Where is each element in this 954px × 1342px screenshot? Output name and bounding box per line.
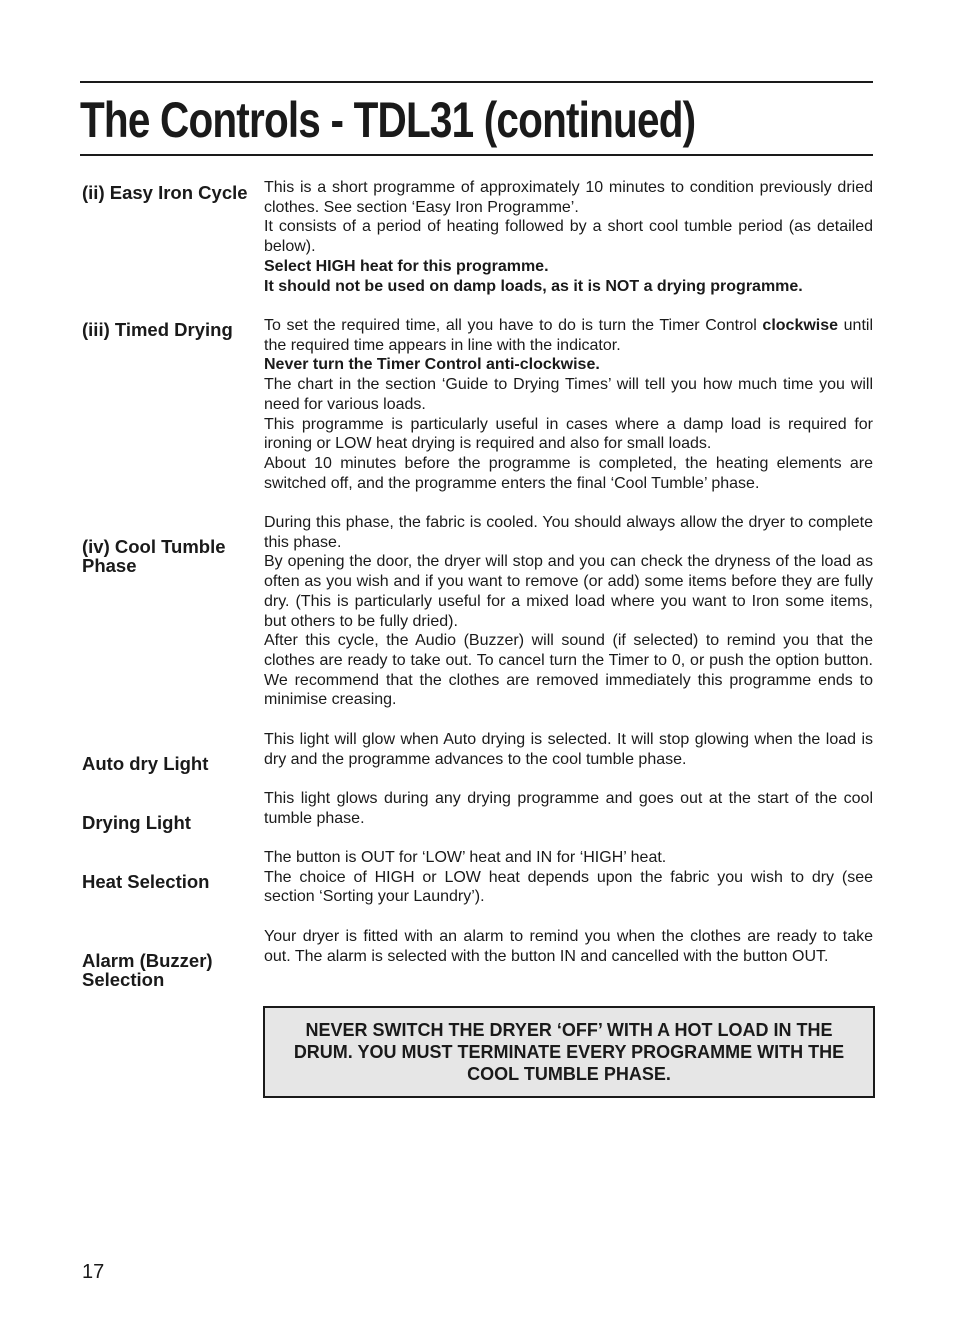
page-title: The Controls - TDL31 (continued) xyxy=(80,92,696,148)
section-body xyxy=(264,730,873,769)
warning-line: DRUM. YOU MUST TERMINATE EVERY PROGRAMME WITH THE xyxy=(293,1042,845,1062)
section-label: Alarm (Buzzer) Selection xyxy=(82,950,213,990)
paragraph-bold: Select HIGH heat for this programme. xyxy=(264,257,549,275)
warning-line: COOL TUMBLE PHASE. xyxy=(467,1064,671,1084)
paragraph: During this phase, the fabric is cooled. You should always allow the dryer to complete this phase. xyxy=(264,514,873,551)
paragraph: Your dryer is fitted with an alarm to remind you when the clothes are ready to take out. The alarm is selected with the button IN and cancelled with the button OUT. xyxy=(264,928,873,965)
text-run: until the required time appears in line with the indicator. xyxy=(264,317,873,354)
paragraph: The button is OUT for ‘LOW’ heat and IN for ‘HIGH’ heat. xyxy=(264,849,667,866)
paragraph: This light will glow when Auto drying is selected. It will stop glowing when the load is dry and the programme advances to the cool tumble phase. xyxy=(264,731,873,768)
warning-line: NEVER SWITCH THE DRYER ‘OFF’ WITH A HOT LOAD IN THE xyxy=(305,1020,833,1040)
paragraph: This light glows during any drying programme and goes out at the start of the cool tumble phase. xyxy=(264,790,873,827)
section-label: Heat Selection xyxy=(82,871,210,892)
paragraph: By opening the door, the dryer will stop and you can check the dryness of the load as often as you wish and if you want to remove (or add) some items before they are fully dry. (This is particularly useful for a mixed load where you want to Iron some items, but others to be fully dried). xyxy=(264,553,873,630)
text-run-bold: clockwise xyxy=(762,317,839,334)
paragraph: The choice of HIGH or LOW heat depends upon the fabric you wish to dry (see section ‘Sorting your Laundry’). xyxy=(264,868,873,906)
paragraph-bold: It should not be used on damp loads, as it is NOT a drying programme. xyxy=(264,277,803,295)
section-label: (iii) Timed Drying xyxy=(82,319,233,340)
paragraph: This programme is particularly useful in cases where a damp load is required for ironing or LOW heat drying is required and also for small loads. xyxy=(264,415,873,453)
paragraph xyxy=(264,316,873,355)
section-label: Auto dry Light xyxy=(82,753,209,774)
section-body xyxy=(264,789,873,828)
section-body xyxy=(264,316,873,493)
section-body xyxy=(264,927,873,966)
paragraph: The chart in the section ‘Guide to Drying Times’ will tell you how much time you will need for various loads. xyxy=(264,376,873,413)
paragraph-bold: Never turn the Timer Control anti-clockwise. xyxy=(264,356,600,374)
text-run: To set the required time, all you have to do is turn the Timer Control xyxy=(264,317,757,334)
header-bottom-rule xyxy=(80,154,873,156)
section-label: (iv) Cool Tumble Phase xyxy=(82,536,226,576)
section-body xyxy=(264,848,873,907)
section-body xyxy=(264,513,873,710)
section-body xyxy=(264,178,873,296)
paragraph: It consists of a period of heating followed by a short cool tumble period (as detailed below). xyxy=(264,218,873,256)
paragraph: About 10 minutes before the programme is completed, the heating elements are switched off, and the programme enters the final ‘Cool Tumble’ phase. xyxy=(264,454,873,492)
section-label: (ii) Easy Iron Cycle xyxy=(82,182,248,203)
paragraph: This is a short programme of approximately 10 minutes to condition previously dried clothes. See section ‘Easy Iron Programme’. xyxy=(264,179,873,216)
warning-box xyxy=(263,1006,875,1098)
page-number: 17 xyxy=(82,1261,105,1283)
section-label: Drying Light xyxy=(82,812,191,833)
header-top-rule xyxy=(80,81,873,83)
paragraph: After this cycle, the Audio (Buzzer) will sound (if selected) to remind you that the clothes are ready to take out. To cancel turn the Timer to 0, or push the option button. We recommend that the clothes are removed immediately this programme ends to minimise creasing. xyxy=(264,632,873,709)
